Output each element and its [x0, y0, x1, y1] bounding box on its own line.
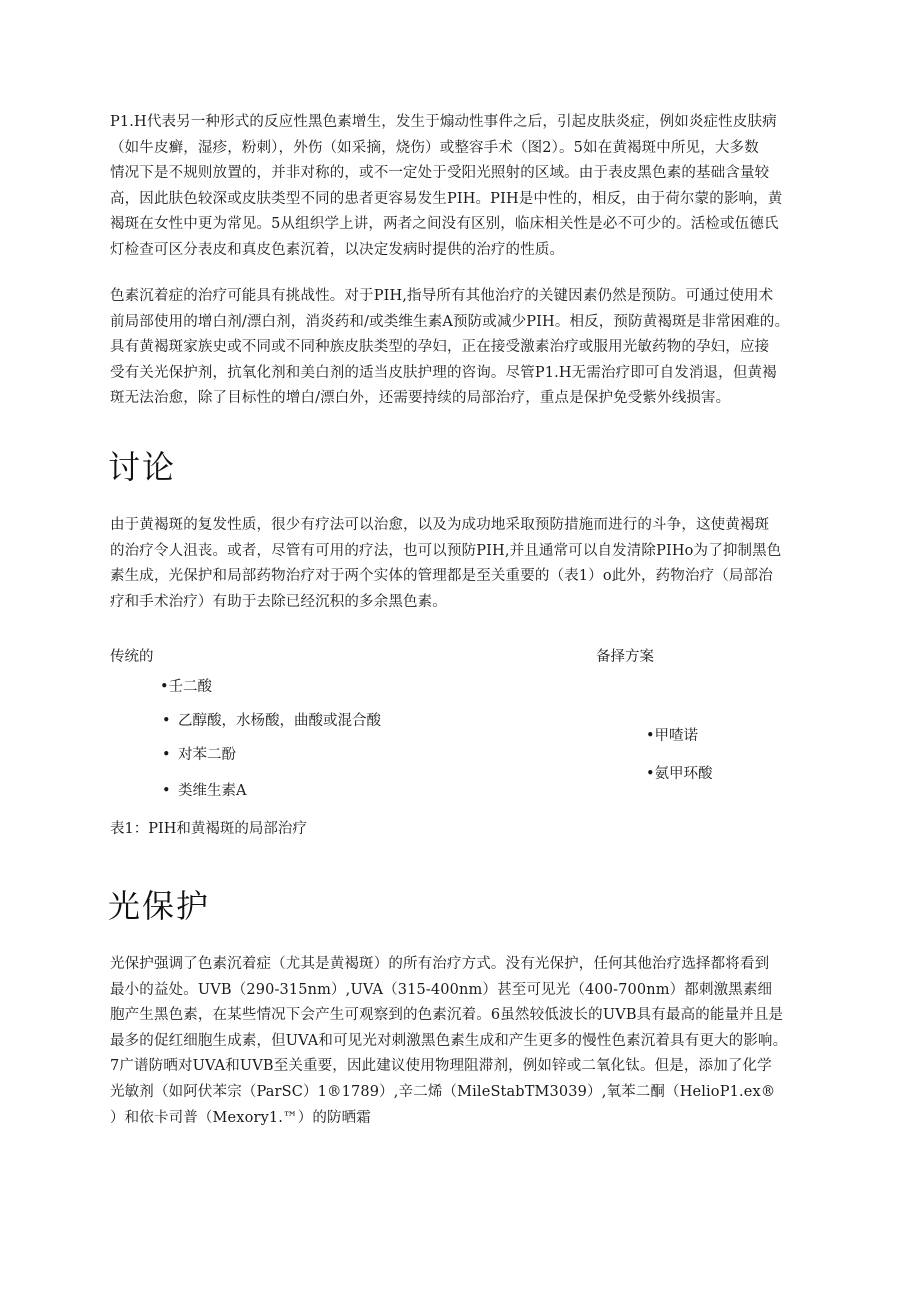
text-line: 最小的益处。UVB（290-315nm）,UVA（315-400nm）甚至可见光（400-700nm）都刺激黑素细	[110, 981, 773, 998]
list-item-text: 类维生素A	[178, 783, 247, 799]
heading-discussion: 讨论	[108, 448, 177, 486]
list-item-acids	[162, 710, 381, 732]
paragraph-treatment-challenge	[110, 284, 815, 412]
text-line: 光敏剂（如阿伏苯宗（ParSC）1®1789）,辛二烯（MileStabTM3039）,氧苯二酮（HelioP1.ex®	[110, 1083, 776, 1100]
text-line: 高，因此肤色较深或皮肤类型不同的患者更容易发生PIH。PIH是中性的，相反，由于荷尔蒙的影响，黄	[110, 190, 783, 207]
text-line: 灯检查可区分表皮和真皮色素沉着，以决定发病时提供的治疗的性质。	[110, 241, 565, 258]
text-line: 胞产生黑色素，在某些情况下会产生可观察到的色素沉着。6虽然较低波长的UVB具有最高的能量并且是	[110, 1007, 784, 1024]
text-line: 素生成，光保护和局部药物治疗对于两个实体的管理都是至关重要的（表1）o此外，药物治疗（局部治	[110, 568, 773, 585]
text-line: 光保护强调了色素沉着症（尤其是黄褐斑）的所有治疗方式。没有光保护，任何其他治疗选择都将看到	[110, 956, 770, 972]
paragraph-pih-definition	[110, 110, 815, 264]
bullet-icon: •	[162, 747, 171, 763]
bullet-icon: •	[162, 713, 171, 729]
text-line: 斑无法治愈，除了目标性的增白/漂白外，还需要持续的局部治疗，重点是保护免受紫外线损害。	[110, 390, 731, 407]
text-line: 情况下是不规则放置的，并非对称的，或不一定处于受阳光照射的区域。由于表皮黑色素的基础含量较	[110, 165, 770, 182]
paragraph-photoprotection	[110, 952, 815, 1131]
list-item-text: 对苯二酚	[178, 747, 236, 763]
text-line: 前局部使用的增白剂/漂白剂，消炎药和/或类维生素A预防或减少PIH。相反，预防黄褐斑是非常困难的。	[110, 313, 790, 330]
table-header-traditional: 传统的	[110, 649, 154, 665]
list-item-tranexamic-acid	[646, 763, 713, 785]
text-line: （如牛皮癣，湿疹，粉刺），外伤（如采摘，烧伤）或整容手术（图2）。5如在黄褐斑中所见，大多数	[110, 139, 759, 156]
paragraph-discussion	[110, 513, 815, 615]
text-line: 最多的促红细胞生成素，但UVA和可见光对刺激黑色素生成和产生更多的慢性色素沉着具有更大的影响。	[110, 1032, 788, 1049]
text-line: 的治疗令人沮丧。或者，尽管有可用的疗法，也可以预防PIH,并且通常可以自发清除PIHo为了抑制黑色	[110, 542, 782, 559]
list-item-azelaic-acid	[160, 676, 212, 698]
text-line: ）和依卡司普（Mexory1.™）的防晒霜	[110, 1109, 371, 1126]
text-line: 受有关光保护剂，抗氧化剂和美白剂的适当皮肤护理的咨询。尽管P1.H无需治疗即可自发消退，但黄褐	[110, 364, 777, 381]
table-caption: 表1：PIH和黄褐斑的局部治疗	[110, 821, 307, 837]
list-item-text: •氨甲环酸	[646, 766, 713, 782]
text-line: 疗和手术治疗）有助于去除已经沉积的多余黑色素。	[110, 593, 447, 610]
text-line: 褐斑在女性中更为常见。5从组织学上讲，两者之间没有区别，临床相关性是必不可少的。活检或伍德氏	[110, 216, 779, 233]
text-line: P1.H代表另一种形式的反应性黑色素增生，发生于煽动性事件之后，引起皮肤炎症，例如炎症性皮肤病	[110, 114, 777, 130]
text-line: 色素沉着症的治疗可能具有挑战性。对于PIH,指导所有其他治疗的关键因素仍然是预防。可通过使用术	[110, 288, 774, 304]
list-item-hydroquinone	[162, 744, 236, 766]
list-item-text: 乙醇酸，水杨酸，曲酸或混合酸	[178, 713, 381, 729]
text-line: 具有黄褐斑家族史或不同或不同种族皮肤类型的孕妇，正在接受激素治疗或服用光敏药物的孕妇，应接	[110, 339, 770, 356]
text-line: 由于黄褐斑的复发性质，很少有疗法可以治愈，以及为成功地采取预防措施而进行的斗争，这使黄褐斑	[110, 517, 770, 533]
table-header-alternative: 备择方案	[596, 649, 654, 665]
list-item-mequinol	[646, 725, 698, 747]
list-item-retinoids	[162, 780, 246, 802]
list-item-text: •壬二酸	[160, 679, 213, 695]
list-item-text: •甲喳诺	[646, 728, 699, 744]
text-line: 7广谱防晒对UVA和UVB至关重要，因此建议使用物理阻滞剂，例如锌或二氧化钛。但是，添加了化学	[110, 1058, 772, 1075]
heading-photoprotection: 光保护	[108, 887, 211, 925]
bullet-icon: •	[162, 783, 171, 799]
